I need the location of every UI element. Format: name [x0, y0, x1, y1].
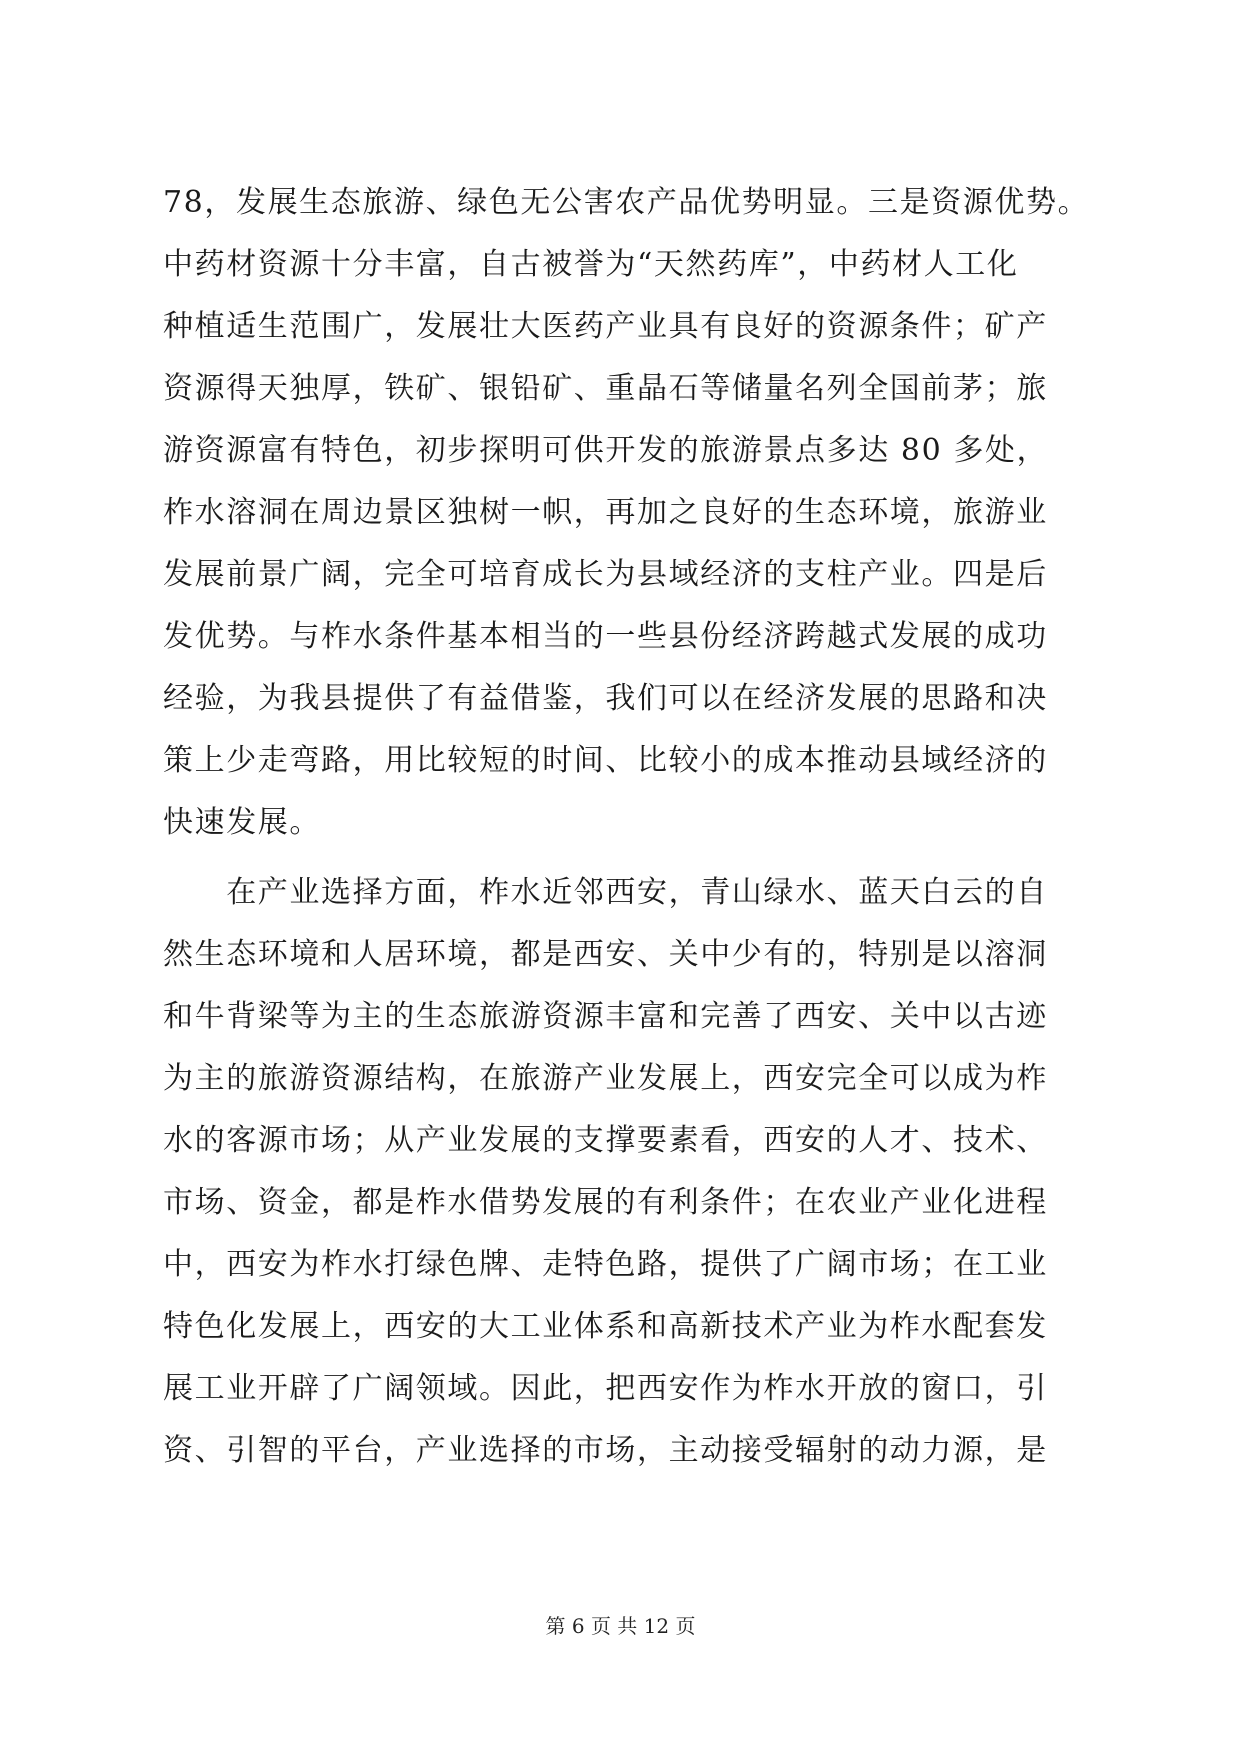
paragraph-2 [163, 862, 1083, 1482]
text-line: 柞水溶洞在周边景区独树一帜，再加之良好的生态环境，旅游业 [163, 495, 1048, 530]
text-line: 和牛背梁等为主的生态旅游资源丰富和完善了西安、关中以古迹 [163, 999, 1048, 1034]
paragraph-gap [163, 854, 1083, 862]
text-line: 78，发展生态旅游、绿色无公害农产品优势明显。三是资源优势。 [163, 185, 1090, 220]
text-line: 经验，为我县提供了有益借鉴，我们可以在经济发展的思路和决 [163, 681, 1048, 716]
text-line: 市场、资金，都是柞水借势发展的有利条件；在农业产业化进程 [163, 1185, 1048, 1220]
text-line: 特色化发展上，西安的大工业体系和高新技术产业为柞水配套发 [163, 1309, 1048, 1344]
text-line: 中药材资源十分丰富，自古被誉为“天然药库”，中药材人工化 [163, 247, 1019, 282]
text-line: 种植适生范围广，发展壮大医药产业具有良好的资源条件；矿产 [163, 309, 1048, 344]
text-line: 快速发展。 [163, 805, 321, 840]
paragraph-1 [163, 172, 1090, 854]
text-line: 然生态环境和人居环境，都是西安、关中少有的，特别是以溶洞 [163, 937, 1048, 972]
text-line: 中，西安为柞水打绿色牌、走特色路，提供了广阔市场；在工业 [163, 1247, 1048, 1282]
body-text [163, 172, 1090, 1482]
text-line: 为主的旅游资源结构，在旅游产业发展上，西安完全可以成为柞 [163, 1061, 1048, 1096]
text-line: 资源得天独厚，铁矿、银铅矿、重晶石等储量名列全国前茅；旅 [163, 371, 1048, 406]
text-line: 资、引智的平台，产业选择的市场，主动接受辐射的动力源，是 [163, 1433, 1048, 1468]
text-line: 策上少走弯路，用比较短的时间、比较小的成本推动县域经济的 [163, 743, 1048, 778]
text-line: 发展前景广阔，完全可培育成长为县域经济的支柱产业。四是后 [163, 557, 1048, 592]
text-line: 在产业选择方面，柞水近邻西安，青山绿水、蓝天白云的自 [163, 875, 1048, 910]
text-line: 游资源富有特色，初步探明可供开发的旅游景点多达 80 多处， [163, 433, 1049, 468]
text-line: 展工业开辟了广阔领域。因此，把西安作为柞水开放的窗口，引 [163, 1371, 1048, 1406]
text-line: 发优势。与柞水条件基本相当的一些县份经济跨越式发展的成功 [163, 619, 1048, 654]
page-number-footer: 第 6 页 共 12 页 [545, 1614, 696, 1638]
text-line: 水的客源市场；从产业发展的支撑要素看，西安的人才、技术、 [163, 1123, 1048, 1158]
